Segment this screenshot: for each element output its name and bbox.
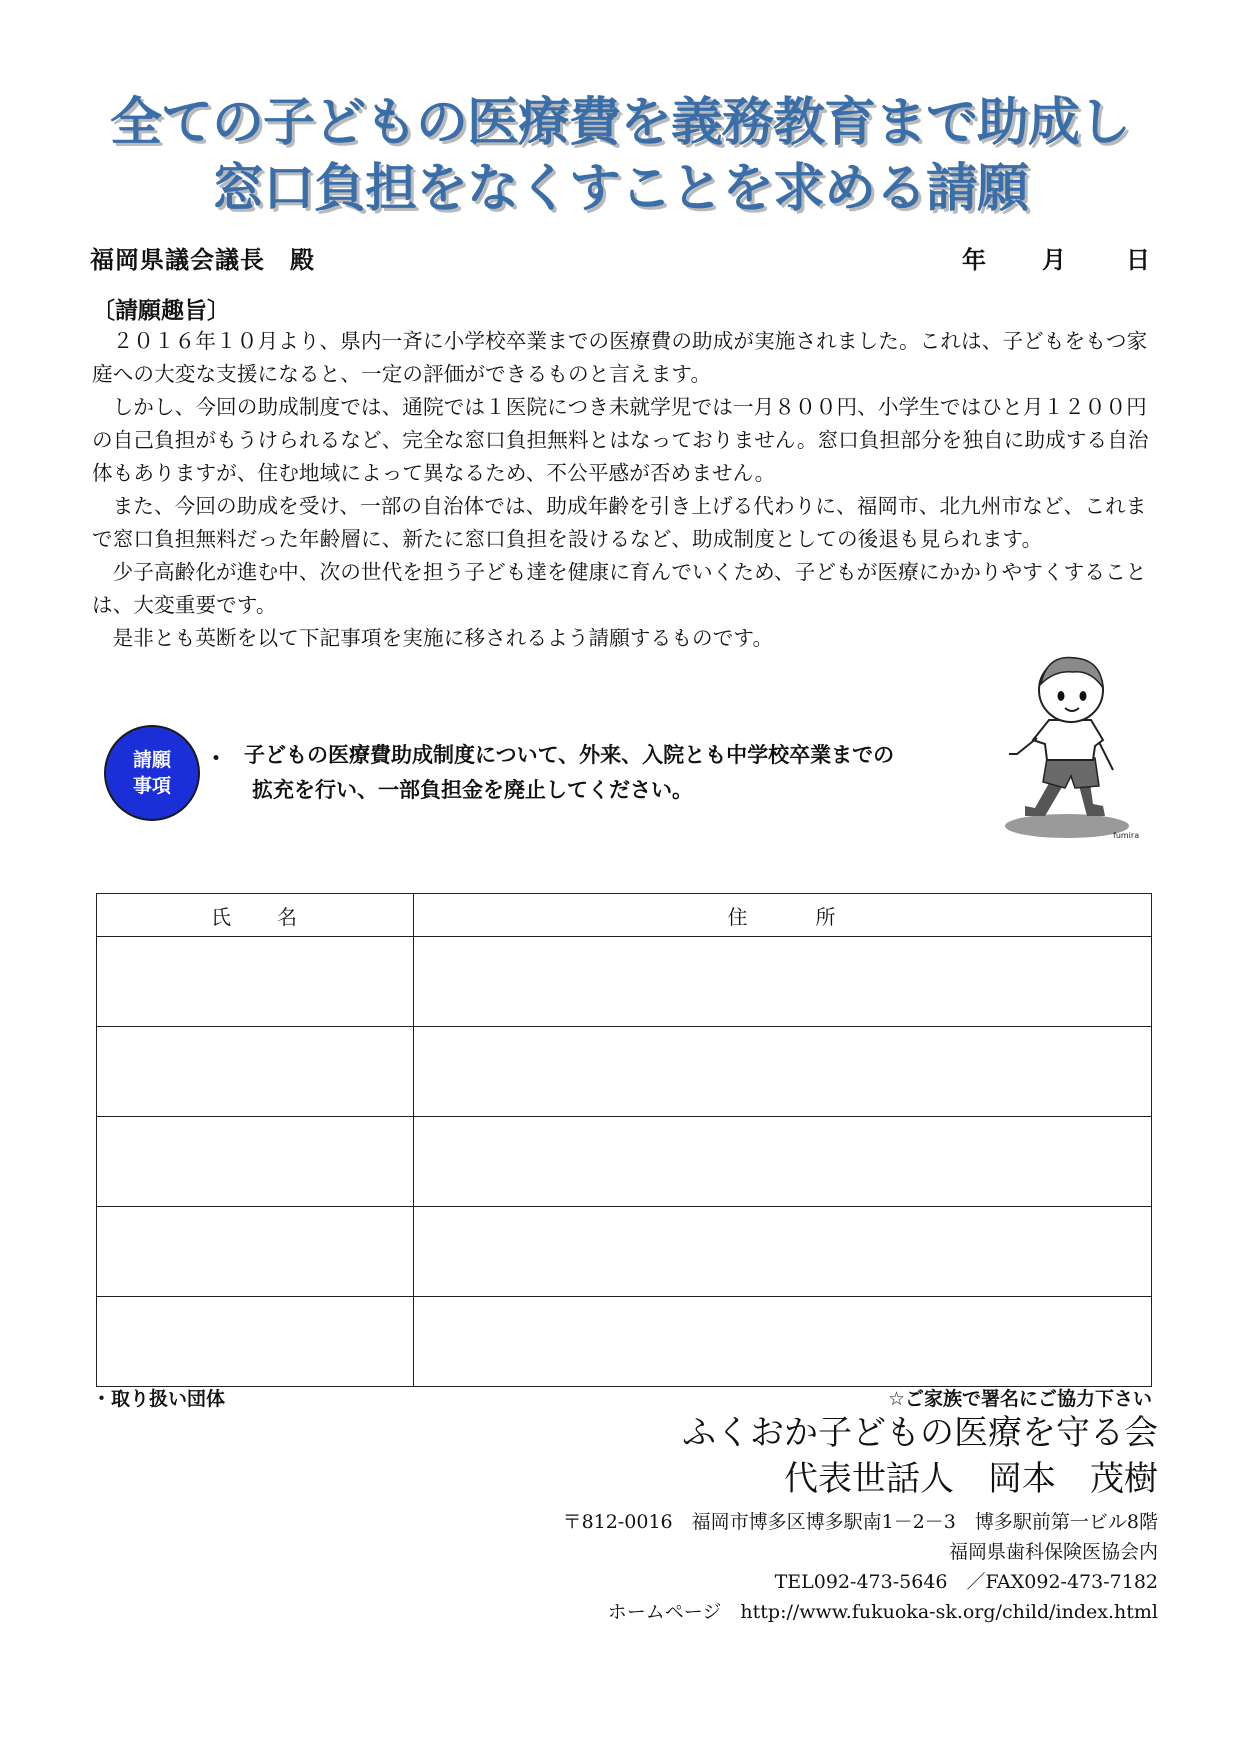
walking-child-icon	[995, 648, 1145, 843]
purpose-paragraph: ２０１６年１０月より、県内一斉に小学校卒業までの医療費の助成が実施されました。これは、子どもをもつ家庭への大変な支援になると、一定の評価ができるものと言えます。	[92, 329, 1148, 386]
name-cell[interactable]	[97, 1027, 414, 1117]
illustration-signature: fumira	[1113, 831, 1140, 840]
purpose-body	[92, 325, 1160, 655]
address-note: 福岡県歯科保険医協会内	[948, 1541, 1158, 1563]
purpose-paragraph: 少子高齢化が進む中、次の世代を担う子ども達を健康に育んでいくため、子どもが医療にかかりやすくすることは、大変重要です。	[92, 560, 1147, 617]
family-signature-note: ☆ご家族で署名にご協力下さい	[887, 1388, 1152, 1410]
request-line-2: 拡充を行い、一部負担金を廃止してください。	[252, 778, 693, 802]
organization-name: ふくおか子どもの医療を守る会	[682, 1413, 1158, 1453]
handling-organization-label: ・取り扱い団体	[92, 1388, 226, 1410]
badge-line-1: 請願	[132, 749, 171, 771]
table-row	[97, 1207, 1152, 1297]
homepage-link[interactable]: ホームページ http://www.fukuoka-sk.org/child/index.html	[607, 1601, 1158, 1623]
signature-table	[96, 893, 1152, 1387]
address-cell[interactable]	[414, 1117, 1152, 1207]
table-row	[97, 1297, 1152, 1387]
address-cell[interactable]	[414, 1207, 1152, 1297]
request-line-1: 子どもの医療費助成制度について、外来、入院とも中学校卒業までの	[244, 743, 895, 767]
address-cell[interactable]	[414, 1027, 1152, 1117]
date-day-label: 日	[1126, 246, 1150, 274]
name-cell[interactable]	[97, 1297, 414, 1387]
purpose-paragraph: 是非とも英断を以て下記事項を実施に移されるよう請願するものです。	[112, 626, 774, 650]
tel-fax: TEL092-473-5646 ／FAX092-473-7182	[774, 1571, 1158, 1593]
postal-address: 〒812-0016 福岡市博多区博多駅南1－2－3 博多駅前第一ビル8階	[562, 1511, 1158, 1533]
document-title-line-1: 全ての子どもの医療費を義務教育まで助成し	[109, 93, 1130, 153]
address-cell[interactable]	[414, 1297, 1152, 1387]
name-cell[interactable]	[97, 1207, 414, 1297]
purpose-heading: 〔請願趣旨〕	[92, 298, 230, 324]
table-row	[97, 1027, 1152, 1117]
table-row	[97, 1117, 1152, 1207]
request-bullet: ・	[205, 747, 228, 772]
date-month-label: 月	[1042, 246, 1066, 274]
name-cell[interactable]	[97, 1117, 414, 1207]
document-title-line-2: 窓口負担をなくすことを求める請願	[211, 159, 1028, 219]
date-year-label: 年	[962, 246, 986, 274]
request-item	[244, 738, 964, 808]
column-header-name: 氏 名	[97, 894, 414, 937]
column-header-address: 住 所	[414, 894, 1152, 937]
purpose-paragraph: また、今回の助成を受け、一部の自治体では、助成年齢を引き上げる代わりに、福岡市、北九州市など、これまで窓口負担無料だった年齢層に、新たに窓口負担を設けるなど、助成制度としての後退も見られます。	[92, 494, 1147, 551]
badge-line-2: 事項	[132, 775, 171, 797]
addressee: 福岡県議会議長 殿	[90, 246, 315, 274]
name-cell[interactable]	[97, 937, 414, 1027]
table-header-row	[97, 894, 1152, 937]
representative: 代表世話人 岡本 茂樹	[784, 1459, 1158, 1499]
purpose-paragraph: しかし、今回の助成制度では、通院では１医院につき未就学児では一月８００円、小学生ではひと月１２００円の自己負担がもうけられるなど、完全な窓口負担無料とはなっておりません。窓口負担部分を独自に助成する自治体もありますが、住む地域によって異なるため、不公平感が否めません。	[92, 395, 1149, 485]
table-row	[97, 937, 1152, 1027]
address-cell[interactable]	[414, 937, 1152, 1027]
request-items-badge	[104, 725, 200, 821]
